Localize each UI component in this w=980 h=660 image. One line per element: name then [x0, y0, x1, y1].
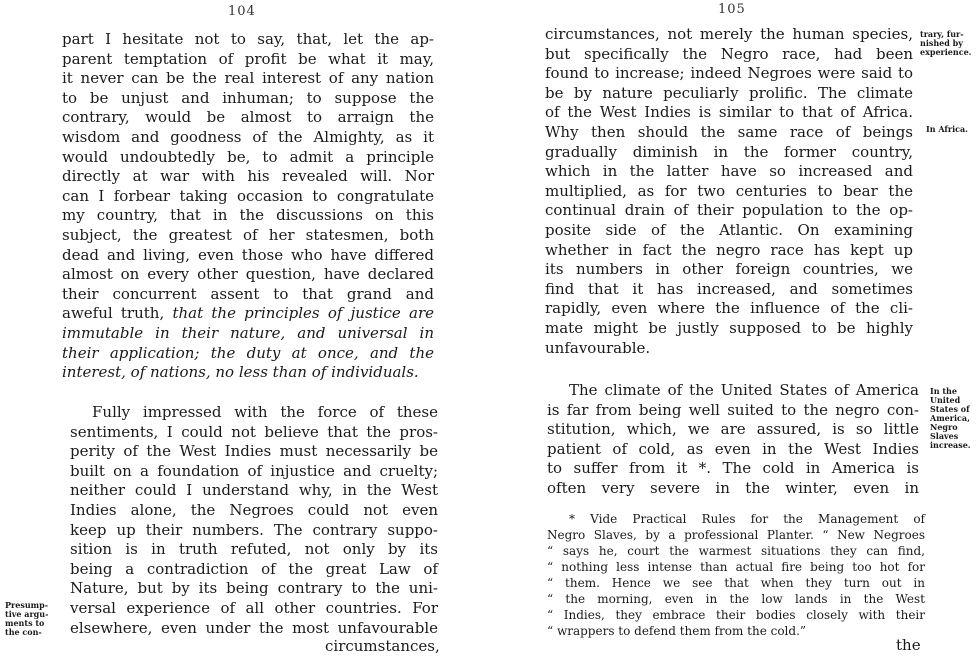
text-line: dead and living, even those who have differed [62, 245, 434, 264]
text-line: built on a foundation of injustice and cruelty; [70, 461, 438, 480]
text-line: patient of cold, as even in the West Indies [547, 439, 919, 458]
footnote [547, 511, 925, 639]
text-line: versal experience of all other countries. For [70, 598, 438, 617]
text-line: keep up their numbers. The contrary suppo- [70, 520, 438, 539]
footnote-line: “ wrappers to defend them from the cold.” [547, 624, 807, 638]
text-line: parent temptation of profit be what it may, [62, 49, 434, 68]
text-line: is far from being well suited to the negro con- [547, 400, 919, 419]
margin-note: In Africa. [926, 124, 968, 134]
text-line: to be unjust and inhuman; to suppose the [62, 88, 434, 107]
text-line: directly at war with his revealed will. Nor [62, 167, 434, 186]
footnote-line: “ says he, court the warmest situations they can find, [547, 544, 925, 558]
text-line: sentiments, I could not believe that the pros- [70, 422, 438, 441]
margin-note: In the United States of America, Negro Slaves increase. [930, 386, 971, 450]
text-line: contrary, would be almost to arraign the [62, 108, 434, 127]
text-line: mate might be justly supposed to be highly [545, 318, 913, 337]
right-paragraph-2 [547, 381, 919, 499]
margin-note: Presump- tive argu- ments to the con- [5, 600, 49, 637]
text-line: Indies alone, the Negroes could not even [70, 500, 438, 519]
text-line: but specifically the Negro race, had been [545, 44, 913, 63]
footnote-line: “ Indies, they embrace their bodies closely with their [547, 608, 925, 622]
text-line: it never can be the real interest of any nation [62, 69, 434, 88]
text-line: which in the latter have so increased and [545, 162, 913, 181]
text-line: gradually diminish in the former country, [545, 142, 913, 161]
text-line: elsewhere, even under the most unfavourable [70, 618, 438, 637]
catchword: the [896, 636, 921, 654]
text-line: posite side of the Atlantic. On examining [545, 220, 913, 239]
footnote-line: “ nothing less intense than actual fire being too hot for [547, 560, 925, 574]
text-line: Nature, but by its being contrary to the uni- [70, 579, 438, 598]
text-line: neither could I understand why, in the West [70, 481, 438, 500]
text-line: Why then should the same race of beings [545, 122, 913, 141]
right-page [490, 0, 980, 660]
text-line: subject, the greatest of her statesmen, both [62, 225, 434, 244]
text-line: multiplied, as for two centuries to bear the [545, 181, 913, 200]
text-line: The climate of the United States of America [569, 381, 919, 399]
text-line: perity of the West Indies must necessarily be [70, 442, 438, 461]
text-line: unfavourable. [545, 338, 651, 357]
text-line: immutable in their nature, and universal in [62, 323, 434, 342]
text-line: its numbers in other foreign countries, we [545, 260, 913, 279]
footnote-line: * Vide Practical Rules for the Management of [569, 512, 925, 526]
text-line: often very severe in the winter, even in [547, 478, 919, 497]
right-paragraph-1 [545, 25, 913, 358]
catchword: circumstances, [325, 637, 440, 655]
text-line: their application; the duty at once, and the [62, 343, 434, 362]
text-line: wisdom and goodness of the Almighty, as it [62, 127, 434, 146]
text-line: stitution, which, we are assured, is so little [547, 420, 919, 439]
text-line: part I hesitate not to say, that, let the ap- [62, 30, 434, 48]
text-line: would undoubtedly be, to admit a principle [62, 147, 434, 166]
left-paragraph-1 [62, 30, 434, 383]
text-line: being a contradiction of the great Law of [70, 559, 438, 578]
margin-note: trary, fur- nished by experience. [920, 29, 972, 57]
page-number: 104 [228, 4, 256, 19]
text-line: find that it has increased, and sometimes [545, 279, 913, 298]
text-line: rapidly, even where the influence of the cli- [545, 299, 913, 318]
text-line: can I forbear taking occasion to congratulate [62, 186, 434, 205]
text-line: Fully impressed with the force of these [92, 403, 438, 421]
footnote-line: Negro Slaves, by a professional Planter. “ New Negroes [547, 528, 925, 542]
text-line: to suffer from it *. The cold in America is [547, 459, 919, 478]
text-line: interest, of nations, no less than of individuals. [62, 363, 419, 382]
page-number: 105 [718, 2, 746, 17]
text-line: continual drain of their population to the op- [545, 201, 913, 220]
text-line: aweful truth, that the principles of justice are [62, 304, 434, 323]
text-line: found to increase; indeed Negroes were said to [545, 64, 913, 83]
text-line: their concurrent assent to that grand and [62, 284, 434, 303]
text-line: almost on every other question, have declared [62, 265, 434, 284]
text-line: of the West Indies is similar to that of Africa. [545, 103, 913, 122]
text-line: whether in fact the negro race has kept up [545, 240, 913, 259]
footnote-line: “ the morning, even in the low lands in the West [547, 592, 925, 606]
footnote-line: “ them. Hence we see that when they turn out in [547, 576, 925, 590]
text-line: my country, that in the discussions on this [62, 206, 434, 225]
text-line: be by nature peculiarly prolific. The climate [545, 83, 913, 102]
left-paragraph-2 [70, 403, 438, 638]
text-line: circumstances, not merely the human species, [545, 25, 913, 43]
text-line: sition is in truth refuted, not only by its [70, 540, 438, 559]
